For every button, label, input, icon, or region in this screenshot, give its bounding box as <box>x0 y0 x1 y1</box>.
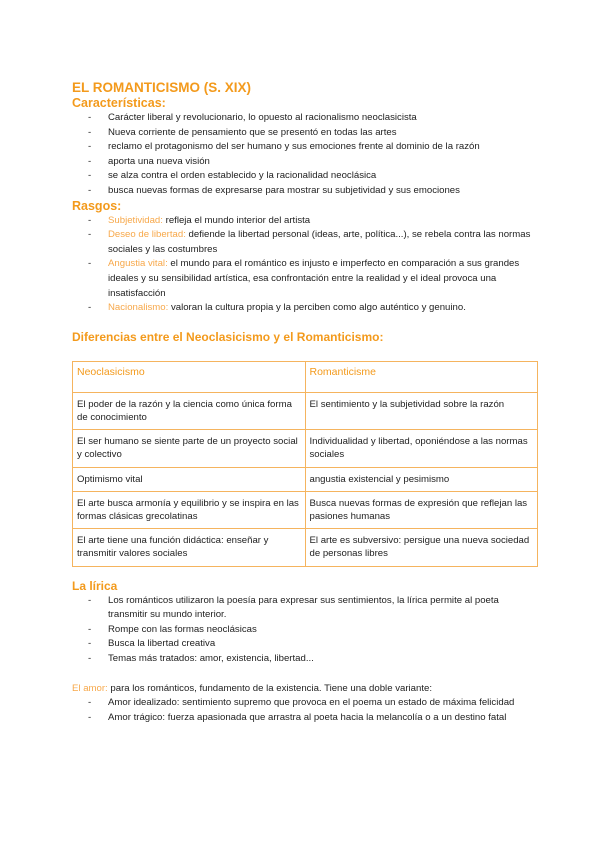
list-item: - reclamo el protagonismo del ser humano y sus emociones frente al dominio de la razón <box>108 140 532 155</box>
rasgos-list <box>72 214 532 316</box>
rasgo-sep: : <box>183 229 189 241</box>
list-item <box>108 257 532 301</box>
table-cell: Optimismo vital <box>73 467 306 491</box>
list-item: - Temas más tratados: amor, existencia, libertad... <box>108 652 532 667</box>
caracteristicas-list <box>72 111 532 199</box>
rasgo-text: el mundo para el romántico es injusto e imperfecto en comparación a sus grandes ideales y su sensibilidad artística, esa confrontación entre la realidad y el ideal provoca una insatisfacción <box>108 258 520 299</box>
table-cell: Busca nuevas formas de expresión que reflejan las pasiones humanas <box>305 491 538 528</box>
table-cell: El arte tiene una función didáctica: enseñar y transmitir valores sociales <box>73 529 306 566</box>
rasgo-text: defiende la libertad personal (ideas, arte, política...), se rebela contra las normas sociales y las costumbres <box>108 229 531 255</box>
amor-list <box>72 696 532 725</box>
table-cell: El sentimiento y la subjetividad sobre la razón <box>305 392 538 429</box>
table-cell: El ser humano se siente parte de un proyecto social y colectivo <box>73 430 306 467</box>
diferencias-heading: Diferencias entre el Neoclasicismo y el Romanticismo: <box>72 329 384 344</box>
list-item: - Rompe con las formas neoclásicas <box>108 623 532 638</box>
rasgos-heading: Rasgos: <box>72 198 122 213</box>
lirica-heading: La lírica <box>72 578 118 593</box>
comparison-table <box>72 361 538 567</box>
rasgo-sep: : <box>165 258 171 270</box>
rasgo-text: valoran la cultura propia y la perciben como algo auténtico y genuino. <box>170 302 466 314</box>
list-item <box>108 301 532 316</box>
caracteristicas-heading: Características: <box>72 96 166 110</box>
page-title: EL ROMANTICISMO (S. XIX) <box>72 80 252 95</box>
list-item: - Busca la libertad creativa <box>108 637 532 652</box>
list-item: - Los románticos utilizaron la poesía para expresar sus sentimientos, la lírica permite al poeta transmitir su mundo interior. <box>108 594 532 623</box>
column-header-neoclasicismo: Neoclasicismo <box>73 361 306 392</box>
amor-paragraph <box>72 682 532 697</box>
rasgo-sep: : <box>165 302 171 314</box>
rasgo-term: Subjetividad <box>108 214 161 226</box>
list-item: - se alza contra el orden establecido y la racionalidad neoclásica <box>108 169 532 184</box>
list-item: - busca nuevas formas de expresarse para mostrar su subjetividad y sus emociones <box>108 184 532 199</box>
table-cell: El arte busca armonía y equilibrio y se inspira en las formas clásicas grecolatinas <box>73 491 306 528</box>
list-item: - Nueva corriente de pensamiento que se presentó en todas las artes <box>108 126 532 141</box>
table-row <box>73 392 538 429</box>
list-item: - aporta una nueva visión <box>108 155 532 170</box>
table-cell: El arte es subversivo: persigue una nueva sociedad de personas libres <box>305 529 538 566</box>
amor-text: para los románticos, fundamento de la existencia. Tiene una doble variante: <box>107 682 432 694</box>
table-row <box>73 529 538 566</box>
column-header-romanticisme: Romanticisme <box>305 361 538 392</box>
table-cell: Individualidad y libertad, oponiéndose a las normas sociales <box>305 430 538 467</box>
rasgo-text: refleja el mundo interior del artista <box>165 214 311 226</box>
lirica-list <box>72 594 532 667</box>
table-cell: El poder de la razón y la ciencia como única forma de conocimiento <box>73 392 306 429</box>
list-item: - Amor trágico: fuerza apasionada que arrastra al poeta hacia la melancolía o a un destino fatal <box>108 711 532 726</box>
list-item: - Carácter liberal y revolucionario, lo opuesto al racionalismo neoclasicista <box>108 111 532 126</box>
list-item <box>108 214 532 229</box>
table-row <box>73 430 538 467</box>
rasgo-sep: : <box>160 214 166 226</box>
rasgo-term: Deseo de libertad <box>108 229 184 241</box>
rasgo-term: Angustia vital <box>108 258 166 270</box>
rasgo-term: Nacionalismo <box>108 302 166 314</box>
list-item: - Amor idealizado: sentimiento supremo que provoca en el poema un estado de máxima felicidad <box>108 696 532 711</box>
table-header-row <box>73 361 538 392</box>
table-row <box>73 491 538 528</box>
table-cell: angustia existencial y pesimismo <box>305 467 538 491</box>
document-page <box>72 80 532 725</box>
table-row <box>73 467 538 491</box>
amor-term: El amor: <box>72 682 108 694</box>
list-item <box>108 228 532 257</box>
